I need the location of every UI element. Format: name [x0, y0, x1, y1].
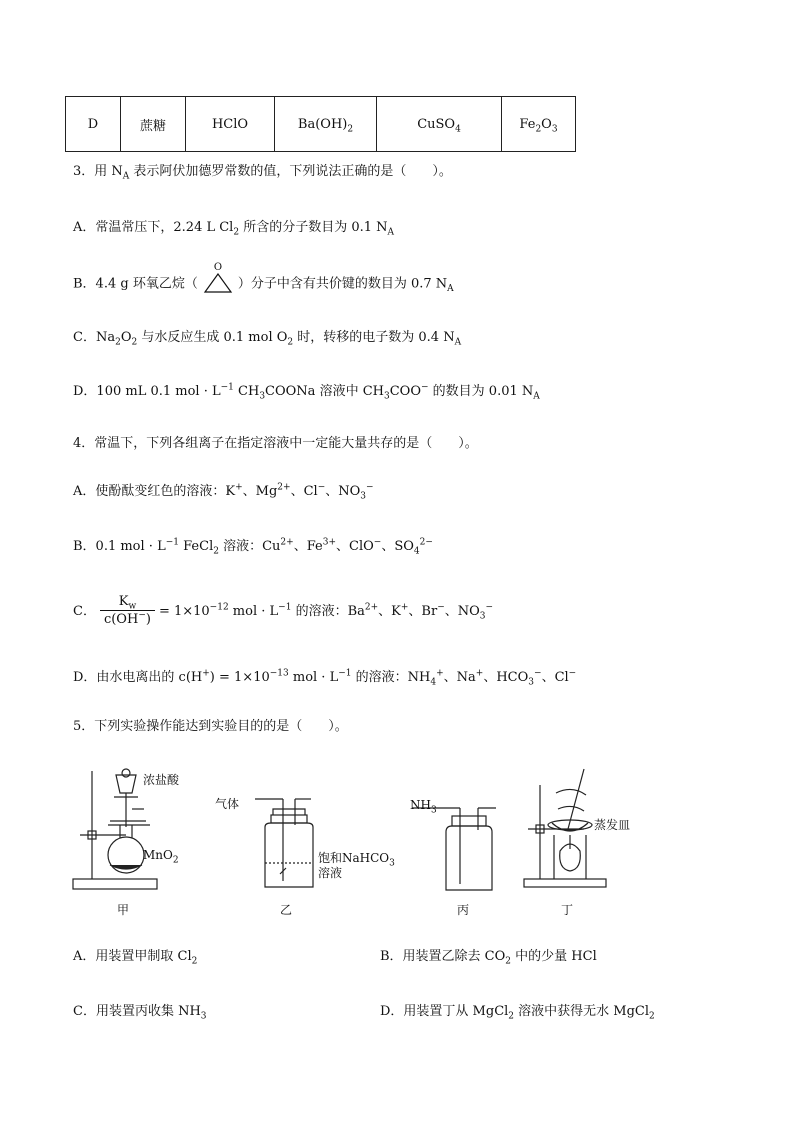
caption-jia: 甲: [117, 903, 130, 917]
question-4-option-b: B．0.1 mol · $L^{-1}$ FeCl$_2$ 溶液：$Cu^{2+}$、$Fe^{3+}$、ClO−、$SO_4^{2-}$: [73, 537, 433, 557]
label-concentrated-hcl: 浓盐酸: [143, 773, 180, 787]
label-evaporating-dish: 蒸发皿: [594, 818, 631, 832]
question-3-option-b: B．4.4 g 环氧乙烷（ O ）分子中含有共价键的数目为 0.7 $N_A$: [73, 262, 454, 295]
question-5-option-b: B．用装置乙除去 $CO_2$ 中的少量 HCl: [380, 949, 597, 967]
question-3-option-a: A．常温常压下，2.24 L $Cl_2$ 所含的分子数目为 0.1 $N_A$: [73, 220, 395, 238]
table-cell: $Ba(OH)_2$: [275, 97, 377, 152]
question-4-stem: 4．常温下，下列各组离子在指定溶液中一定能大量共存的是（ ）。: [73, 436, 478, 451]
label-solution: 溶液: [318, 866, 343, 880]
label-nh3: $NH_3$: [410, 798, 437, 816]
caption-yi: 乙: [280, 903, 293, 917]
table-cell: CuSO$_4$: [377, 97, 502, 152]
apparatus-bing-icon: [440, 806, 500, 896]
epoxide-ring-icon: [200, 263, 236, 295]
apparatus-yi-icon: [255, 795, 325, 895]
label-nahco3: 饱和NaHCO$_3$: [318, 851, 395, 869]
table-cell: HClO: [186, 97, 275, 152]
table-cell: $Fe_2O_3$: [502, 97, 576, 152]
question-5-option-d: D．用装置丁从 MgCl$_2$ 溶液中获得无水 MgCl$_2$: [380, 1004, 655, 1022]
question-5-option-a: A．用装置甲制取 $Cl_2$: [73, 949, 198, 967]
question-4-option-c: C． $\frac{K_w}{c(OH^-)}$ = $1\times 10^{-12}$ mol · $L^{-1}$ 的溶液：$Ba^{2+}$、K+、Br−、$NO_3^-$: [73, 594, 494, 627]
question-5-option-c: C．用装置丙收集 $NH_3$: [73, 1004, 207, 1022]
caption-bing: 丙: [457, 903, 470, 917]
reagent-table: [65, 96, 576, 152]
question-3-option-c: C．$Na_2O_2$ 与水反应生成 0.1 mol $O_2$ 时，转移的电子数为 0.4 $N_A$: [73, 330, 462, 348]
question-3-option-d: D．100 mL 0.1 mol · $L^{-1}$ $CH_3COONa$ 溶液中 $CH_3COO^-$ 的数目为 0.01 $N_A$: [73, 382, 540, 402]
question-5-stem: 5．下列实验操作能达到实验目的的是（ ）。: [73, 719, 348, 734]
label-mno2: MnO$_2$: [143, 848, 179, 866]
question-3-stem: 3．用 $N_A$ 表示阿伏加德罗常数的值，下列说法正确的是（ ）。: [73, 164, 452, 182]
table-row: [66, 97, 576, 152]
table-cell: 蔗糖: [121, 97, 186, 152]
table-cell-label: D: [66, 97, 121, 152]
question-4-option-a: A．使酚酞变红色的溶液：K+、$Mg^{2+}$、Cl−、$NO_3^-$: [73, 482, 374, 502]
ring-oxygen-label: O: [213, 262, 222, 273]
kw-fraction: $\frac{K_w}{c(OH^-)}$: [100, 594, 155, 629]
question-4-option-d: D．由水电离出的 $c(H^+) = 1\times 10^{-13}$ mol · $L^{-1}$ 的溶液：$NH_4^+$、Na+、$HCO_3^-$、Cl−: [73, 668, 577, 688]
label-gas: 气体: [215, 797, 240, 811]
caption-ding: 丁: [561, 903, 574, 917]
